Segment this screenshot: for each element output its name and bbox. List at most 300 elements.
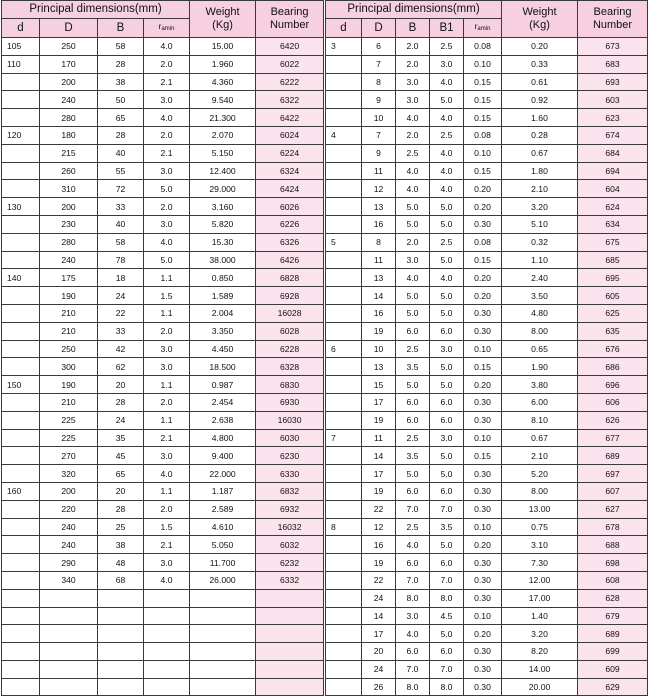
cell-bearing-number: 6326 (256, 233, 324, 251)
col-D-header: D (362, 19, 396, 38)
table-row (2, 304, 324, 322)
cell-bearing-number: 609 (578, 660, 648, 678)
cell-weight: 1.40 (502, 607, 578, 625)
cell-B1: 4.0 (430, 180, 464, 198)
cell-B1: 7.0 (430, 571, 464, 589)
table-row (2, 251, 324, 269)
cell-d (2, 287, 40, 305)
col-B-header: B (98, 19, 144, 38)
table-row (2, 678, 324, 696)
cell-weight (190, 660, 256, 678)
cell-B: 33 (98, 198, 144, 216)
table-row (326, 589, 648, 607)
cell-bearing-number: 675 (578, 233, 648, 251)
cell-B1: 5.0 (430, 447, 464, 465)
cell-D: 19 (362, 554, 396, 572)
cell-weight: 1.589 (190, 287, 256, 305)
cell-D: 13 (362, 198, 396, 216)
cell-weight: 1.60 (502, 109, 578, 127)
cell-B: 28 (98, 500, 144, 518)
cell-weight: 12.00 (502, 571, 578, 589)
cell-bearing-number: 6030 (256, 429, 324, 447)
cell-d (2, 251, 40, 269)
cell-bearing-number: 6022 (256, 55, 324, 73)
cell-d (326, 162, 362, 180)
cell-D: 9 (362, 144, 396, 162)
cell-weight: 18.500 (190, 358, 256, 376)
cell-r-amin (144, 589, 190, 607)
cell-D: 190 (40, 376, 98, 394)
cell-r-amin: 2.0 (144, 198, 190, 216)
cell-weight: 5.20 (502, 465, 578, 483)
cell-r-amin: 3.0 (144, 162, 190, 180)
cell-B: 35 (98, 429, 144, 447)
cell-B: 5.0 (396, 287, 430, 305)
cell-D: 19 (362, 411, 396, 429)
cell-B: 5.0 (396, 215, 430, 233)
cell-B: 4.0 (396, 536, 430, 554)
cell-bearing-number: 6226 (256, 215, 324, 233)
cell-B: 42 (98, 340, 144, 358)
cell-d (2, 304, 40, 322)
table-row (2, 198, 324, 216)
cell-bearing-number (256, 607, 324, 625)
cell-r-amin: 2.0 (144, 393, 190, 411)
cell-bearing-number: 624 (578, 198, 648, 216)
cell-bearing-number: 693 (578, 73, 648, 91)
cell-r-amin: 1.1 (144, 411, 190, 429)
cell-r-amin: 0.30 (464, 304, 502, 322)
cell-B: 3.5 (396, 447, 430, 465)
cell-r-amin: 0.20 (464, 198, 502, 216)
cell-B: 2.0 (396, 55, 430, 73)
cell-D: 240 (40, 536, 98, 554)
bearing-number-header (256, 1, 324, 38)
principal-dimensions-header: Principal dimensions(mm) (326, 1, 502, 19)
cell-d (326, 660, 362, 678)
cell-D: 10 (362, 109, 396, 127)
cell-d (326, 251, 362, 269)
cell-r-amin: 0.30 (464, 589, 502, 607)
cell-bearing-number: 605 (578, 287, 648, 305)
cell-weight: 38.000 (190, 251, 256, 269)
cell-r-amin: 0.30 (464, 215, 502, 233)
cell-r-amin: 0.30 (464, 554, 502, 572)
cell-r-amin: 5.0 (144, 251, 190, 269)
cell-weight: 2.004 (190, 304, 256, 322)
cell-bearing-number: 688 (578, 536, 648, 554)
cell-r-amin: 0.30 (464, 643, 502, 661)
cell-D: 19 (362, 322, 396, 340)
cell-weight: 20.00 (502, 678, 578, 696)
table-row (2, 393, 324, 411)
table-row (326, 393, 648, 411)
cell-d (326, 589, 362, 607)
cell-D: 230 (40, 215, 98, 233)
cell-B: 3.0 (396, 251, 430, 269)
cell-r-amin: 0.20 (464, 376, 502, 394)
cell-bearing-number: 6420 (256, 38, 324, 56)
cell-B1: 5.0 (430, 215, 464, 233)
table-row (326, 269, 648, 287)
cell-d (326, 465, 362, 483)
cell-d (2, 625, 40, 643)
cell-d: 130 (2, 198, 40, 216)
cell-d (326, 607, 362, 625)
cell-d (2, 393, 40, 411)
cell-D: 8 (362, 73, 396, 91)
cell-D (40, 607, 98, 625)
cell-D: 14 (362, 607, 396, 625)
table-row (326, 126, 648, 144)
cell-weight: 17.00 (502, 589, 578, 607)
table-row (326, 660, 648, 678)
cell-d (326, 91, 362, 109)
cell-B1: 4.0 (430, 162, 464, 180)
cell-D: 16 (362, 215, 396, 233)
cell-r-amin: 0.30 (464, 465, 502, 483)
cell-r-amin: 0.15 (464, 358, 502, 376)
cell-B: 48 (98, 554, 144, 572)
cell-B: 28 (98, 55, 144, 73)
cell-B: 2.5 (396, 340, 430, 358)
cell-bearing-number: 683 (578, 55, 648, 73)
cell-r-amin (144, 607, 190, 625)
cell-D: 16 (362, 536, 396, 554)
table-row (326, 358, 648, 376)
cell-weight: 0.28 (502, 126, 578, 144)
principal-dimensions-header: Principal dimensions(mm) (2, 1, 190, 19)
table-row (326, 607, 648, 625)
cell-d (326, 144, 362, 162)
cell-d (2, 411, 40, 429)
cell-B: 40 (98, 215, 144, 233)
cell-d: 160 (2, 482, 40, 500)
cell-bearing-number: 6228 (256, 340, 324, 358)
cell-d (326, 447, 362, 465)
table-row (326, 162, 648, 180)
cell-r-amin: 0.10 (464, 144, 502, 162)
cell-d (2, 518, 40, 536)
cell-d (2, 109, 40, 127)
table-row (326, 233, 648, 251)
cell-d (2, 447, 40, 465)
cell-bearing-number: 635 (578, 322, 648, 340)
table-row (2, 376, 324, 394)
cell-D: 7 (362, 55, 396, 73)
cell-d: 7 (326, 429, 362, 447)
cell-D: 280 (40, 233, 98, 251)
cell-bearing-number: 604 (578, 180, 648, 198)
col-r-header-main: r (158, 21, 162, 31)
table-row (2, 660, 324, 678)
bearing-number-header (578, 1, 648, 38)
table-row (2, 109, 324, 127)
cell-B: 2.0 (396, 38, 430, 56)
cell-D: 6 (362, 38, 396, 56)
bearing-number-header-text: Bearing Number (592, 6, 633, 31)
cell-d (2, 536, 40, 554)
cell-D: 320 (40, 465, 98, 483)
cell-d (2, 215, 40, 233)
cell-r-amin: 4.0 (144, 233, 190, 251)
cell-d (2, 162, 40, 180)
cell-B: 8.0 (396, 589, 430, 607)
cell-D: 12 (362, 518, 396, 536)
cell-D: 11 (362, 251, 396, 269)
table-row (326, 429, 648, 447)
cell-weight: 4.80 (502, 304, 578, 322)
col-d-header: d (2, 19, 40, 38)
cell-B1: 2.5 (430, 38, 464, 56)
cell-bearing-number: 627 (578, 500, 648, 518)
cell-D: 340 (40, 571, 98, 589)
cell-weight: 0.67 (502, 429, 578, 447)
cell-r-amin: 3.0 (144, 215, 190, 233)
cell-D: 190 (40, 287, 98, 305)
cell-d (326, 482, 362, 500)
cell-d (326, 393, 362, 411)
cell-D: 24 (362, 589, 396, 607)
table-row (2, 38, 324, 56)
cell-bearing-number: 6422 (256, 109, 324, 127)
cell-r-amin: 3.0 (144, 554, 190, 572)
cell-B1: 8.0 (430, 678, 464, 696)
cell-r-amin: 5.0 (144, 180, 190, 198)
cell-d (326, 625, 362, 643)
cell-d (2, 322, 40, 340)
table-row (326, 287, 648, 305)
col-r-header (464, 19, 502, 38)
cell-B: 7.0 (396, 660, 430, 678)
cell-B: 6.0 (396, 393, 430, 411)
cell-weight: 8.00 (502, 322, 578, 340)
cell-D: 215 (40, 144, 98, 162)
cell-weight: 22.000 (190, 465, 256, 483)
cell-B: 3.0 (396, 73, 430, 91)
cell-d (2, 73, 40, 91)
cell-B: 6.0 (396, 322, 430, 340)
cell-bearing-number: 684 (578, 144, 648, 162)
cell-B (98, 625, 144, 643)
table-row (326, 625, 648, 643)
cell-B1: 4.0 (430, 73, 464, 91)
table-row (2, 55, 324, 73)
cell-D: 290 (40, 554, 98, 572)
table-row (2, 126, 324, 144)
cell-B1: 2.5 (430, 233, 464, 251)
cell-bearing-number: 6028 (256, 322, 324, 340)
cell-weight: 0.33 (502, 55, 578, 73)
table-row (326, 198, 648, 216)
table-body-left (2, 38, 324, 696)
cell-bearing-number: 685 (578, 251, 648, 269)
cell-d: 110 (2, 55, 40, 73)
cell-B: 2.5 (396, 144, 430, 162)
table-row (2, 215, 324, 233)
cell-D (40, 625, 98, 643)
table-row (2, 269, 324, 287)
cell-B1: 3.0 (430, 55, 464, 73)
cell-B1: 5.0 (430, 536, 464, 554)
col-D-header: D (40, 19, 98, 38)
cell-B: 25 (98, 518, 144, 536)
cell-r-amin: 0.08 (464, 126, 502, 144)
cell-D: 210 (40, 304, 98, 322)
cell-bearing-number: 678 (578, 518, 648, 536)
cell-r-amin: 0.15 (464, 162, 502, 180)
cell-B: 4.0 (396, 625, 430, 643)
cell-B: 6.0 (396, 643, 430, 661)
cell-bearing-number: 6032 (256, 536, 324, 554)
cell-d (2, 643, 40, 661)
cell-weight: 4.360 (190, 73, 256, 91)
table-row (326, 571, 648, 589)
cell-r-amin: 0.20 (464, 269, 502, 287)
table-row (326, 554, 648, 572)
cell-d (326, 500, 362, 518)
cell-weight: 2.40 (502, 269, 578, 287)
cell-d (2, 660, 40, 678)
cell-D: 11 (362, 429, 396, 447)
cell-weight: 4.610 (190, 518, 256, 536)
cell-D: 13 (362, 358, 396, 376)
cell-bearing-number: 686 (578, 358, 648, 376)
table-row (2, 233, 324, 251)
col-B1-header: B1 (430, 19, 464, 38)
cell-bearing-number: 6828 (256, 269, 324, 287)
cell-weight: 0.65 (502, 340, 578, 358)
cell-r-amin: 0.30 (464, 482, 502, 500)
cell-B1: 4.0 (430, 144, 464, 162)
cell-r-amin (144, 660, 190, 678)
cell-D (40, 643, 98, 661)
table-row (326, 678, 648, 696)
bearing-number-header-text: Bearing Number (269, 6, 310, 31)
cell-weight: 3.20 (502, 625, 578, 643)
cell-D: 225 (40, 429, 98, 447)
cell-d (2, 144, 40, 162)
cell-r-amin: 2.1 (144, 429, 190, 447)
cell-B1: 3.0 (430, 429, 464, 447)
cell-D: 20 (362, 643, 396, 661)
cell-B (98, 643, 144, 661)
cell-weight: 3.50 (502, 287, 578, 305)
cell-weight (190, 589, 256, 607)
cell-D: 19 (362, 482, 396, 500)
cell-weight: 5.150 (190, 144, 256, 162)
cell-weight: 14.00 (502, 660, 578, 678)
cell-r-amin: 0.15 (464, 251, 502, 269)
cell-D: 240 (40, 251, 98, 269)
cell-B: 3.5 (396, 358, 430, 376)
cell-d (326, 180, 362, 198)
cell-d (326, 554, 362, 572)
table-row (2, 465, 324, 483)
cell-d (2, 465, 40, 483)
cell-D: 180 (40, 126, 98, 144)
table-row (326, 180, 648, 198)
cell-weight: 3.10 (502, 536, 578, 554)
cell-d (2, 358, 40, 376)
cell-bearing-number: 6930 (256, 393, 324, 411)
table-row (2, 482, 324, 500)
cell-r-amin: 0.30 (464, 393, 502, 411)
cell-r-amin (144, 643, 190, 661)
cell-weight: 0.32 (502, 233, 578, 251)
cell-r-amin: 0.20 (464, 180, 502, 198)
cell-weight: 15.00 (190, 38, 256, 56)
cell-weight: 4.450 (190, 340, 256, 358)
cell-D: 260 (40, 162, 98, 180)
cell-B: 5.0 (396, 376, 430, 394)
cell-d (2, 233, 40, 251)
cell-r-amin: 0.15 (464, 447, 502, 465)
cell-B1: 3.0 (430, 340, 464, 358)
weight-header (190, 1, 256, 38)
table-row (326, 322, 648, 340)
cell-B: 6.0 (396, 411, 430, 429)
cell-B: 38 (98, 73, 144, 91)
cell-B1: 5.0 (430, 91, 464, 109)
cell-B: 65 (98, 109, 144, 127)
cell-B: 58 (98, 233, 144, 251)
cell-d (326, 109, 362, 127)
cell-B1: 6.0 (430, 393, 464, 411)
table-row (326, 376, 648, 394)
cell-B: 2.5 (396, 518, 430, 536)
cell-weight: 1.90 (502, 358, 578, 376)
cell-r-amin: 3.0 (144, 358, 190, 376)
cell-B: 24 (98, 411, 144, 429)
cell-weight: 0.67 (502, 144, 578, 162)
cell-r-amin: 1.1 (144, 482, 190, 500)
table-row (326, 518, 648, 536)
table-row (2, 180, 324, 198)
cell-B: 2.5 (396, 429, 430, 447)
cell-bearing-number: 6928 (256, 287, 324, 305)
cell-D: 170 (40, 55, 98, 73)
cell-d (326, 215, 362, 233)
cell-D: 7 (362, 126, 396, 144)
col-r-header-sub: amin (161, 26, 175, 32)
cell-B1: 5.0 (430, 358, 464, 376)
cell-weight: 3.350 (190, 322, 256, 340)
cell-d: 6 (326, 340, 362, 358)
cell-B: 33 (98, 322, 144, 340)
cell-d (326, 322, 362, 340)
cell-B: 2.0 (396, 126, 430, 144)
cell-r-amin: 2.0 (144, 126, 190, 144)
weight-header-text: Weight (Kg) (205, 6, 240, 31)
cell-B: 78 (98, 251, 144, 269)
cell-B1: 6.0 (430, 554, 464, 572)
cell-weight: 5.050 (190, 536, 256, 554)
cell-bearing-number: 628 (578, 589, 648, 607)
cell-D: 26 (362, 678, 396, 696)
cell-r-amin: 0.15 (464, 73, 502, 91)
cell-B: 4.0 (396, 109, 430, 127)
cell-B: 38 (98, 536, 144, 554)
cell-B (98, 589, 144, 607)
cell-bearing-number: 698 (578, 554, 648, 572)
weight-header (502, 1, 578, 38)
cell-bearing-number: 6232 (256, 554, 324, 572)
cell-weight: 2.10 (502, 447, 578, 465)
cell-d (2, 340, 40, 358)
table-row (2, 554, 324, 572)
table-row (2, 447, 324, 465)
